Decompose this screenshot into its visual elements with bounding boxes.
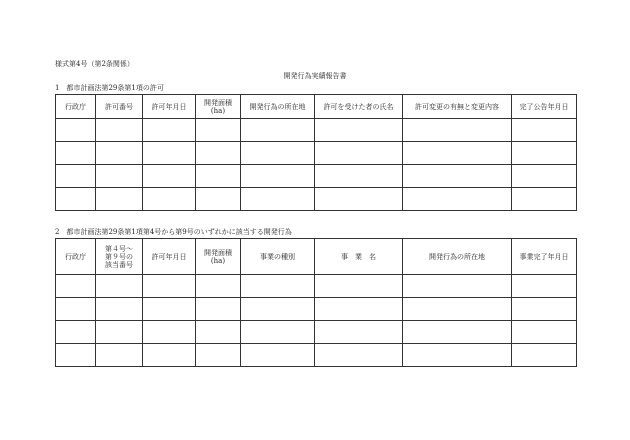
col-header: 完了公告年月日 [512, 95, 577, 119]
table-cell[interactable] [96, 165, 143, 188]
table-row [56, 142, 577, 165]
col-header: 許可を受けた者の氏名 [315, 95, 403, 119]
permit-table [55, 94, 577, 211]
table-cell[interactable] [512, 298, 577, 321]
table-cell[interactable] [96, 298, 143, 321]
col-header: 許可番号 [96, 95, 143, 119]
table-cell[interactable] [56, 188, 96, 211]
table-cell[interactable] [56, 321, 96, 344]
form-number: 様式第4号（第2条関係） [55, 60, 134, 68]
table-cell[interactable] [196, 344, 241, 367]
table-cell[interactable] [143, 298, 196, 321]
col-header: 開発面積 (ha) [196, 95, 241, 119]
col-header: 第４号～ 第９号の 該当番号 [96, 239, 143, 275]
table-cell[interactable] [512, 344, 577, 367]
table-cell[interactable] [96, 142, 143, 165]
table-cell[interactable] [143, 321, 196, 344]
col-header: 開発行為の所在地 [403, 239, 512, 275]
table-cell[interactable] [403, 298, 512, 321]
table-cell[interactable] [56, 275, 96, 298]
col-header: 許可変更の有無と変更内容 [403, 95, 512, 119]
table-cell[interactable] [143, 275, 196, 298]
table-cell[interactable] [96, 188, 143, 211]
table-cell[interactable] [315, 321, 403, 344]
table-header-row [56, 239, 577, 275]
table-cell[interactable] [315, 275, 403, 298]
table-cell[interactable] [241, 142, 315, 165]
table-cell[interactable] [56, 142, 96, 165]
table-header-row [56, 95, 577, 119]
table-cell[interactable] [403, 119, 512, 142]
table-cell[interactable] [196, 298, 241, 321]
col-header: 行政庁 [56, 239, 96, 275]
table-cell[interactable] [315, 298, 403, 321]
table-cell[interactable] [315, 344, 403, 367]
table-cell[interactable] [196, 119, 241, 142]
table-cell[interactable] [96, 321, 143, 344]
table-cell[interactable] [512, 275, 577, 298]
table-row [56, 188, 577, 211]
table-cell[interactable] [96, 344, 143, 367]
table-cell[interactable] [403, 165, 512, 188]
section1-heading: 1 都市計画法第29条第1項の許可 [55, 84, 164, 92]
table-cell[interactable] [56, 165, 96, 188]
col-header: 開発面積 (ha) [196, 239, 241, 275]
table-cell[interactable] [512, 142, 577, 165]
table-cell[interactable] [512, 119, 577, 142]
col-header: 許可年月日 [143, 95, 196, 119]
table-cell[interactable] [241, 119, 315, 142]
table-cell[interactable] [196, 275, 241, 298]
table-cell[interactable] [512, 165, 577, 188]
table-cell[interactable] [512, 321, 577, 344]
table-cell[interactable] [315, 119, 403, 142]
table-cell[interactable] [315, 142, 403, 165]
table-cell[interactable] [56, 298, 96, 321]
section2-heading: 2 都市計画法第29条第1項第4号から第9号のいずれかに該当する開発行為 [55, 228, 292, 236]
table-cell[interactable] [241, 275, 315, 298]
col-header: 開発行為の所在地 [241, 95, 315, 119]
table-cell[interactable] [403, 188, 512, 211]
table-cell[interactable] [403, 275, 512, 298]
table-cell[interactable] [96, 275, 143, 298]
table-cell[interactable] [56, 119, 96, 142]
col-header: 事業の種別 [241, 239, 315, 275]
table-cell[interactable] [56, 344, 96, 367]
col-header: 事 業 名 [315, 239, 403, 275]
table-cell[interactable] [241, 165, 315, 188]
table-cell[interactable] [315, 165, 403, 188]
table-cell[interactable] [143, 142, 196, 165]
table-cell[interactable] [196, 321, 241, 344]
table-row [56, 165, 577, 188]
table-row [56, 344, 577, 367]
table-row [56, 119, 577, 142]
table-cell[interactable] [403, 321, 512, 344]
table-cell[interactable] [241, 344, 315, 367]
table-cell[interactable] [512, 188, 577, 211]
table-cell[interactable] [241, 298, 315, 321]
table-cell[interactable] [196, 142, 241, 165]
col-header: 行政庁 [56, 95, 96, 119]
col-header: 事業完了年月日 [512, 239, 577, 275]
table-cell[interactable] [241, 321, 315, 344]
development-act-table [55, 238, 577, 367]
table-cell[interactable] [143, 119, 196, 142]
table-cell[interactable] [143, 188, 196, 211]
col-header: 許可年月日 [143, 239, 196, 275]
table-row [56, 321, 577, 344]
table-cell[interactable] [403, 344, 512, 367]
document-title: 開発行為実績報告書 [283, 72, 347, 80]
table-cell[interactable] [403, 142, 512, 165]
table-row [56, 298, 577, 321]
table-cell[interactable] [196, 165, 241, 188]
table-cell[interactable] [196, 188, 241, 211]
table-cell[interactable] [241, 188, 315, 211]
table-row [56, 275, 577, 298]
table-cell[interactable] [143, 344, 196, 367]
table-cell[interactable] [315, 188, 403, 211]
table-cell[interactable] [143, 165, 196, 188]
table-cell[interactable] [96, 119, 143, 142]
